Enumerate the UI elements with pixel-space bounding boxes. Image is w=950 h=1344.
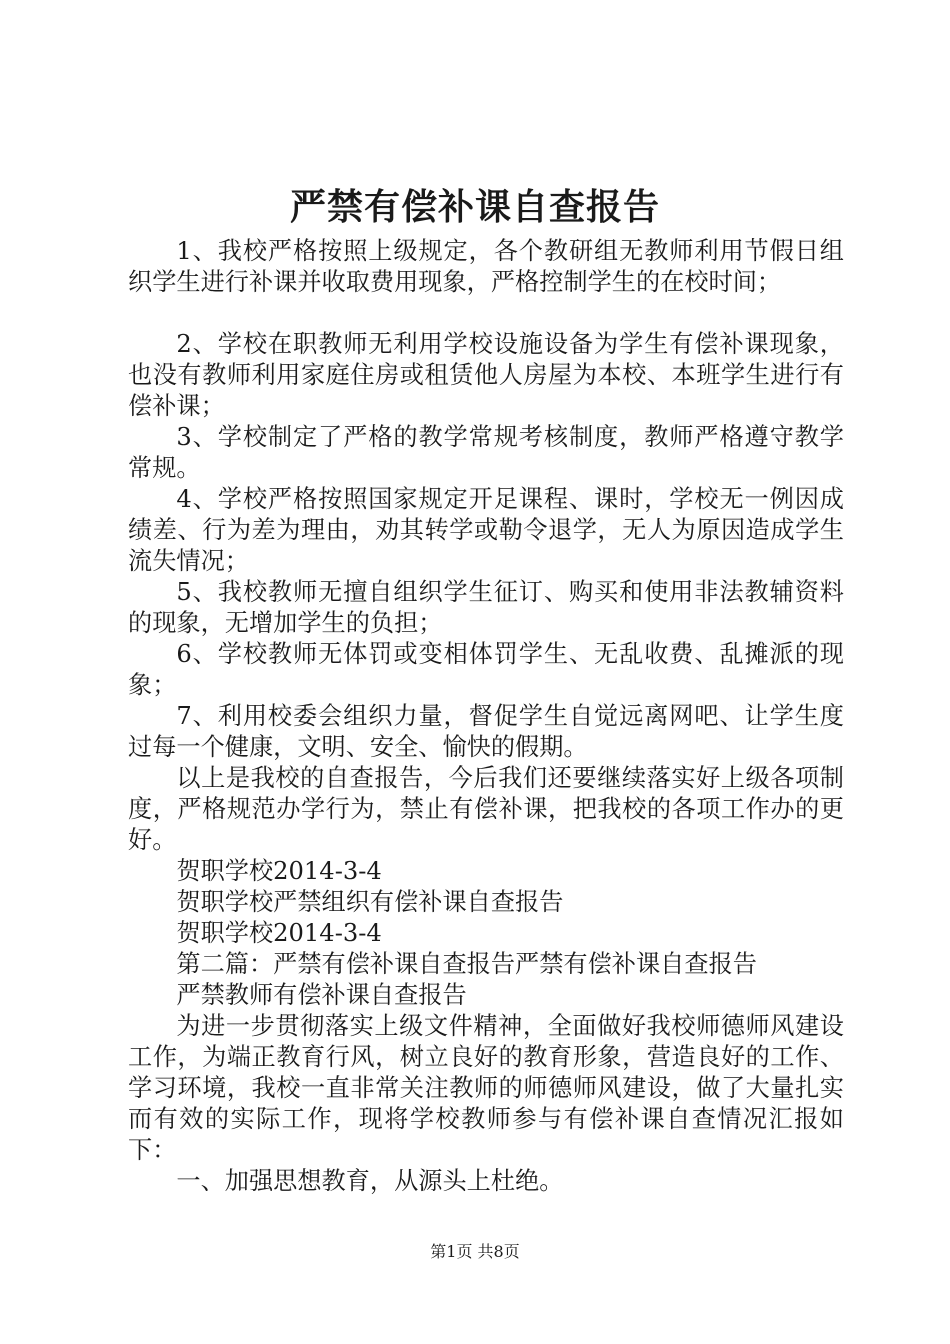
page-footer: 第1页 共8页 bbox=[430, 1242, 520, 1261]
report-subtitle: 贺职学校严禁组织有偿补课自查报告 bbox=[176, 888, 564, 916]
second-article-heading: 第二篇：严禁有偿补课自查报告严禁有偿补课自查报告 bbox=[176, 950, 757, 978]
blank-line bbox=[128, 298, 844, 329]
signature-date-1: 贺职学校2014-3-4 bbox=[176, 857, 382, 885]
signature-date-2: 贺职学校2014-3-4 bbox=[176, 919, 382, 947]
section-heading-1: 一、加强思想教育，从源头上杜绝。 bbox=[176, 1167, 564, 1195]
paragraph-item-1: 1、我校严格按照上级规定，各个教研组无教师利用节假日组织学生进行补课并收取费用现象，严格控制学生的在校时间； bbox=[128, 237, 844, 296]
paragraph-item-6: 6、学校教师无体罚或变相体罚学生、无乱收费、乱摊派的现象； bbox=[128, 640, 844, 699]
paragraph-item-3: 3、学校制定了严格的教学常规考核制度，教师严格遵守教学常规。 bbox=[128, 423, 844, 482]
paragraph-conclusion: 以上是我校的自查报告，今后我们还要继续落实好上级各项制度，严格规范办学行为，禁止有偿补课，把我校的各项工作办的更好。 bbox=[128, 764, 844, 854]
paragraph-item-5: 5、我校教师无擅自组织学生征订、购买和使用非法教辅资料的现象，无增加学生的负担； bbox=[128, 578, 844, 637]
document-title: 严禁有偿补课自查报告 bbox=[289, 187, 660, 228]
document-body bbox=[128, 236, 844, 1197]
paragraph-item-7: 7、利用校委会组织力量，督促学生自觉远离网吧、让学生度过每一个健康，文明、安全、愉快的假期。 bbox=[128, 702, 844, 761]
second-article-title: 严禁教师有偿补课自查报告 bbox=[176, 981, 467, 1009]
second-article-intro: 为进一步贯彻落实上级文件精神，全面做好我校师德师风建设工作，为端正教育行风，树立良好的教育形象，营造良好的工作、学习环境，我校一直非常关注教师的师德师风建设，做了大量扎实而有效的实际工作，现将学校教师参与有偿补课自查情况汇报如下： bbox=[128, 1012, 844, 1164]
paragraph-item-4: 4、学校严格按照国家规定开足课程、课时，学校无一例因成绩差、行为差为理由，劝其转学或勒令退学，无人为原因造成学生流失情况； bbox=[128, 485, 844, 575]
paragraph-item-2: 2、学校在职教师无利用学校设施设备为学生有偿补课现象，也没有教师利用家庭住房或租赁他人房屋为本校、本班学生进行有偿补课； bbox=[128, 330, 844, 420]
